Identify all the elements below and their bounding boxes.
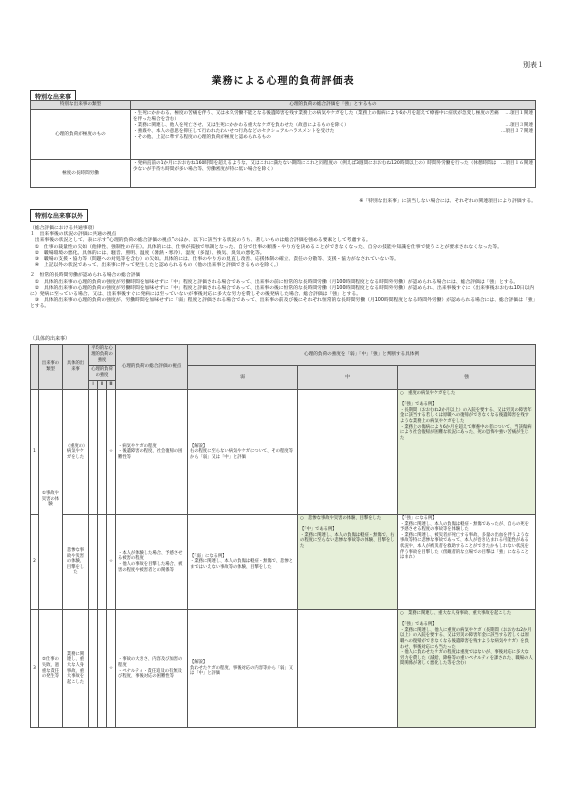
strong-cell: ○ 業務に関連し、重大な人身事故、重大事故を起こした 【「強」である例】 ・業務に関連し、他人に重度の病気やケガ（長期間（おおむね2か月以上）の入院を要する、又は労災の障害年金に該当する若しくは原職への復帰ができなくなる後遺障害を残すような病気やケガ）を負わせ、事後対応にも当たった ・他人に負わせたケガの程度は重度ではないが、事後対応に多大な労力を費した（減給、降格等の重いペナルティを課された、職場の人間関係が著しく悪化した等を含む） — [398, 610, 536, 728]
event-type: ①事故や災害の体験 — [39, 390, 63, 610]
desc-cell — [131, 110, 536, 160]
col-I: Ⅰ — [89, 381, 98, 390]
event-name: 悲惨な事故や災害の体験、目撃をした — [63, 515, 89, 610]
col-viewpoint: 心理的負荷の総合評価の視点 — [116, 345, 188, 390]
strong-cell: 【「強」になる例】 ・業務に関連し、本人の負傷は軽症・無傷であったが、自らの死を予感させる程度の事故等を体験した ・業務に関連し、被災者が死亡する事故、多量の出血を伴うような事故等特に悲惨な事故であって、本人が巻き込まれる可能性がある状況や、本人が被災者を救助することができたかもしれない状況を伴う事故を目撃した（傍観者的な立場での目撃は「強」になることはまれ） — [398, 515, 536, 610]
row-number: 1 — [31, 390, 39, 515]
viewpoint-cell: ・病気やケガの程度 ・後遺障害の程度、社会復帰の困難性等 — [116, 390, 188, 515]
viewpoint-cell: ・事故の大きさ、内容及び加害の程度 ・ペナルティ・責任追及の有無及び程度、事後対応の困難性等 — [116, 610, 188, 728]
desc-item: …項目１６関連 ・発病直前の1か月におおむね160時間を超えるような、又はこれに満たない期間にこれと同程度の（例えば3週間におおむね120時間以上の）時間外労働を行った（休憩時間は少ないが手待ち時間が多い場合等、労働密度が特に低い場合を除く） — [133, 161, 533, 172]
weak-cell: 【解説】 負わせたケガの程度、事後対応の内容等から「弱」又は「中」と評価 — [188, 610, 298, 728]
col-event: 具体的出来事 — [63, 345, 89, 390]
col-III: Ⅲ — [107, 381, 116, 390]
special-heading: 特別な出来事 — [30, 90, 76, 103]
col-mid: 中 — [298, 366, 398, 390]
desc-item: …項目１関連 ・生死にかかわる、極度の苦痛を伴う、又は永久労働不能となる後遺障害を残す業務上の病気やケガをした（業務上の傷病により6か月を超えて療養中に症状が急変し極度の苦痛を伴った場合を含む） — [133, 111, 533, 122]
mid-cell — [298, 390, 398, 515]
row-number: 2 — [31, 515, 39, 610]
desc-item: ・その他、上記に準ずる程度の心理的負荷が極度と認められるもの — [133, 135, 271, 140]
strength-mark: ☆ — [107, 610, 116, 728]
col-strength-label: 心理的負荷の強度 — [89, 366, 116, 381]
special-events-table — [30, 100, 536, 188]
desc-cell — [131, 160, 536, 188]
mid-cell: ○ 悲惨な事故や災害の体験、目撃をした 【「中」である例】 ・業務に関連し、本人の負傷は軽症・無傷で、右の程度に至らない悲惨な事故等の体験、目撃をした — [298, 515, 398, 610]
specific-heading: （具体的出来事） — [30, 336, 71, 342]
text-line: 出来事後の状況として、表に示す“心理的負荷の総合評価の視点”のほか、以下に該当する状況のうち、著しいものは総合評価を強める要素として考慮する。 — [30, 238, 371, 244]
table-row — [31, 610, 536, 728]
event-name: 業務に関連し、重大な人身事故、重大事故を起こした — [63, 610, 89, 728]
col-type: 出来事の類型 — [39, 345, 63, 390]
other-heading: 特別な出来事以外 — [30, 209, 88, 222]
col-avg-strength: 平均的な心理的負荷の強度 — [89, 345, 116, 366]
special-note: ※「特別な出来事」に該当しない場合には、それぞれの関連項目により評価する。 — [359, 199, 536, 204]
page-title: 業務による心理的負荷評価表 — [211, 76, 355, 87]
weak-cell: 【「弱」になる例】 ・業務に関連し、本人の負傷は軽症・無傷で、悲惨とまではいえない事故等の体験、目撃をした — [188, 515, 298, 610]
text-line: ④ 上記以外の状況であって、出来事に伴って発生したと認められるもの（他の出来事と評価できるものを除く。） — [30, 263, 282, 269]
category-cell: 極度の長時間労働 — [31, 160, 131, 188]
table-row — [31, 390, 536, 515]
col-strong: 強 — [398, 366, 536, 390]
text-line: ② 職場環境の悪化。具体的には、騒音、照明、温度（暑熱・寒冷）、湿度（多湿）、換気、臭気の悪化等。 — [30, 250, 265, 256]
text-line: ２ 恒常的長時間労働が認められる場合の総合評価 — [30, 273, 141, 279]
text-line: ③ 具体的出来事の心理的負荷の強度が、労働時間を加味せずに「弱」程度と評価される場合であって、出来事の前及び後にそれぞれ恒常的な長時間労働（月100時間程度となる時間外労働）が認められる場合には、総合評価は「強」とする。 — [30, 298, 536, 310]
row-number: 3 — [31, 610, 39, 728]
strength-mark: ☆ — [107, 515, 116, 610]
text-line: １ 出来事後の状況の評価に共通の視点 — [30, 232, 117, 238]
strength-mark: ☆ — [107, 390, 116, 515]
desc-item: …項目３７関連 ・強姦や、本人の意思を抑圧して行われたわいせつ行為などのセクシュアルハラスメントを受けた — [133, 129, 533, 134]
col-weak: 弱 — [188, 366, 298, 390]
common-title: （総合評価における共通事項） — [30, 226, 98, 231]
mid-cell — [298, 610, 398, 728]
col-II: Ⅱ — [98, 381, 107, 390]
category-cell: 心理的負荷が極度のもの — [31, 110, 131, 160]
appendix-label: 別表１ — [523, 61, 544, 69]
strong-cell: ○ 重度の病気やケガをした 【「強」である例】 ・長期間（おおむね2か月以上）の入院を要する、又は労災の障害年金に該当する若しくは原職への復帰ができなくなる後遺障害を残すような業務上の病気やケガをした ・業務上の傷病により6か月を超えて療養中の者について、当該傷病により社会復帰が困難な状況にあった、死の恐怖や強い苦痛が生じた — [398, 390, 536, 515]
col-desc-header: 心理的負荷の総合評価を「強」とするもの — [131, 101, 536, 110]
event-type: ②仕事の失敗、過重な責任の発生等 — [39, 610, 63, 728]
weak-cell: 【解説】 右の程度に至らない病気やケガについて、その程度等から「弱」又は「中」と評価 — [188, 390, 298, 515]
text-line: ① 仕事の裁量性の欠如（他律性、強制性の存在）。具体的には、仕事が孤独で単調となった、自分で仕事の順番・やり方を決めることができなくなった、自分の技能や知識を仕事で使うことが要求されなくなった等。 — [30, 244, 503, 250]
text-line: ② 具体的出来事の心理的負荷の強度が労働時間を加味せずに「中」程度と評価される場合であって、出来事の後に恒常的な長時間労働（月100時間程度となる時間外労働）が認められ、出来事後すぐに（出来事後おおむね10日以内に）発病に至っている場合、又は、出来事後すぐに発病には至っていないが事後対応に多大な労力を費しその後発病した場合、総合評価は「強」とする。 — [30, 285, 535, 298]
viewpoint-cell: ・本人が体験した場合、予感させる被害の程度 ・他人の事故を目撃した場合、被害の程度や被害者との関係等 — [116, 515, 188, 610]
text-line: ③ 職場の支援・協力等（問題への対処等を含む）の欠如。具体的には、仕事のやり方の見直し改善、応援体制の確立、責任の分散等、支援・協力がなされていない等。 — [30, 257, 399, 263]
col-examples: 心理的負荷の強度を「弱」「中」「強」と判断する具体例 — [188, 345, 536, 366]
text-line: ① 具体的出来事の心理的負荷の強度が労働時間を加味せずに「中」程度と評価される場合であって、出来事の前に恒常的な長時間労働（月100時間程度となる時間外労働）が認められる場合には、総合評価は「強」とする。 — [30, 279, 519, 285]
col-type-header: 特別な出来事の類型 — [31, 101, 131, 110]
common-items — [30, 226, 536, 311]
table-row — [31, 515, 536, 610]
event-name: （重度の）病気やケガをした — [63, 390, 89, 515]
specific-events-table — [30, 344, 536, 728]
desc-item: …項目３関連 ・業務に関連し、他人を死亡させ、又は生死にかかわる重大なケガを負わせた（故意によるものを除く） — [133, 123, 533, 128]
